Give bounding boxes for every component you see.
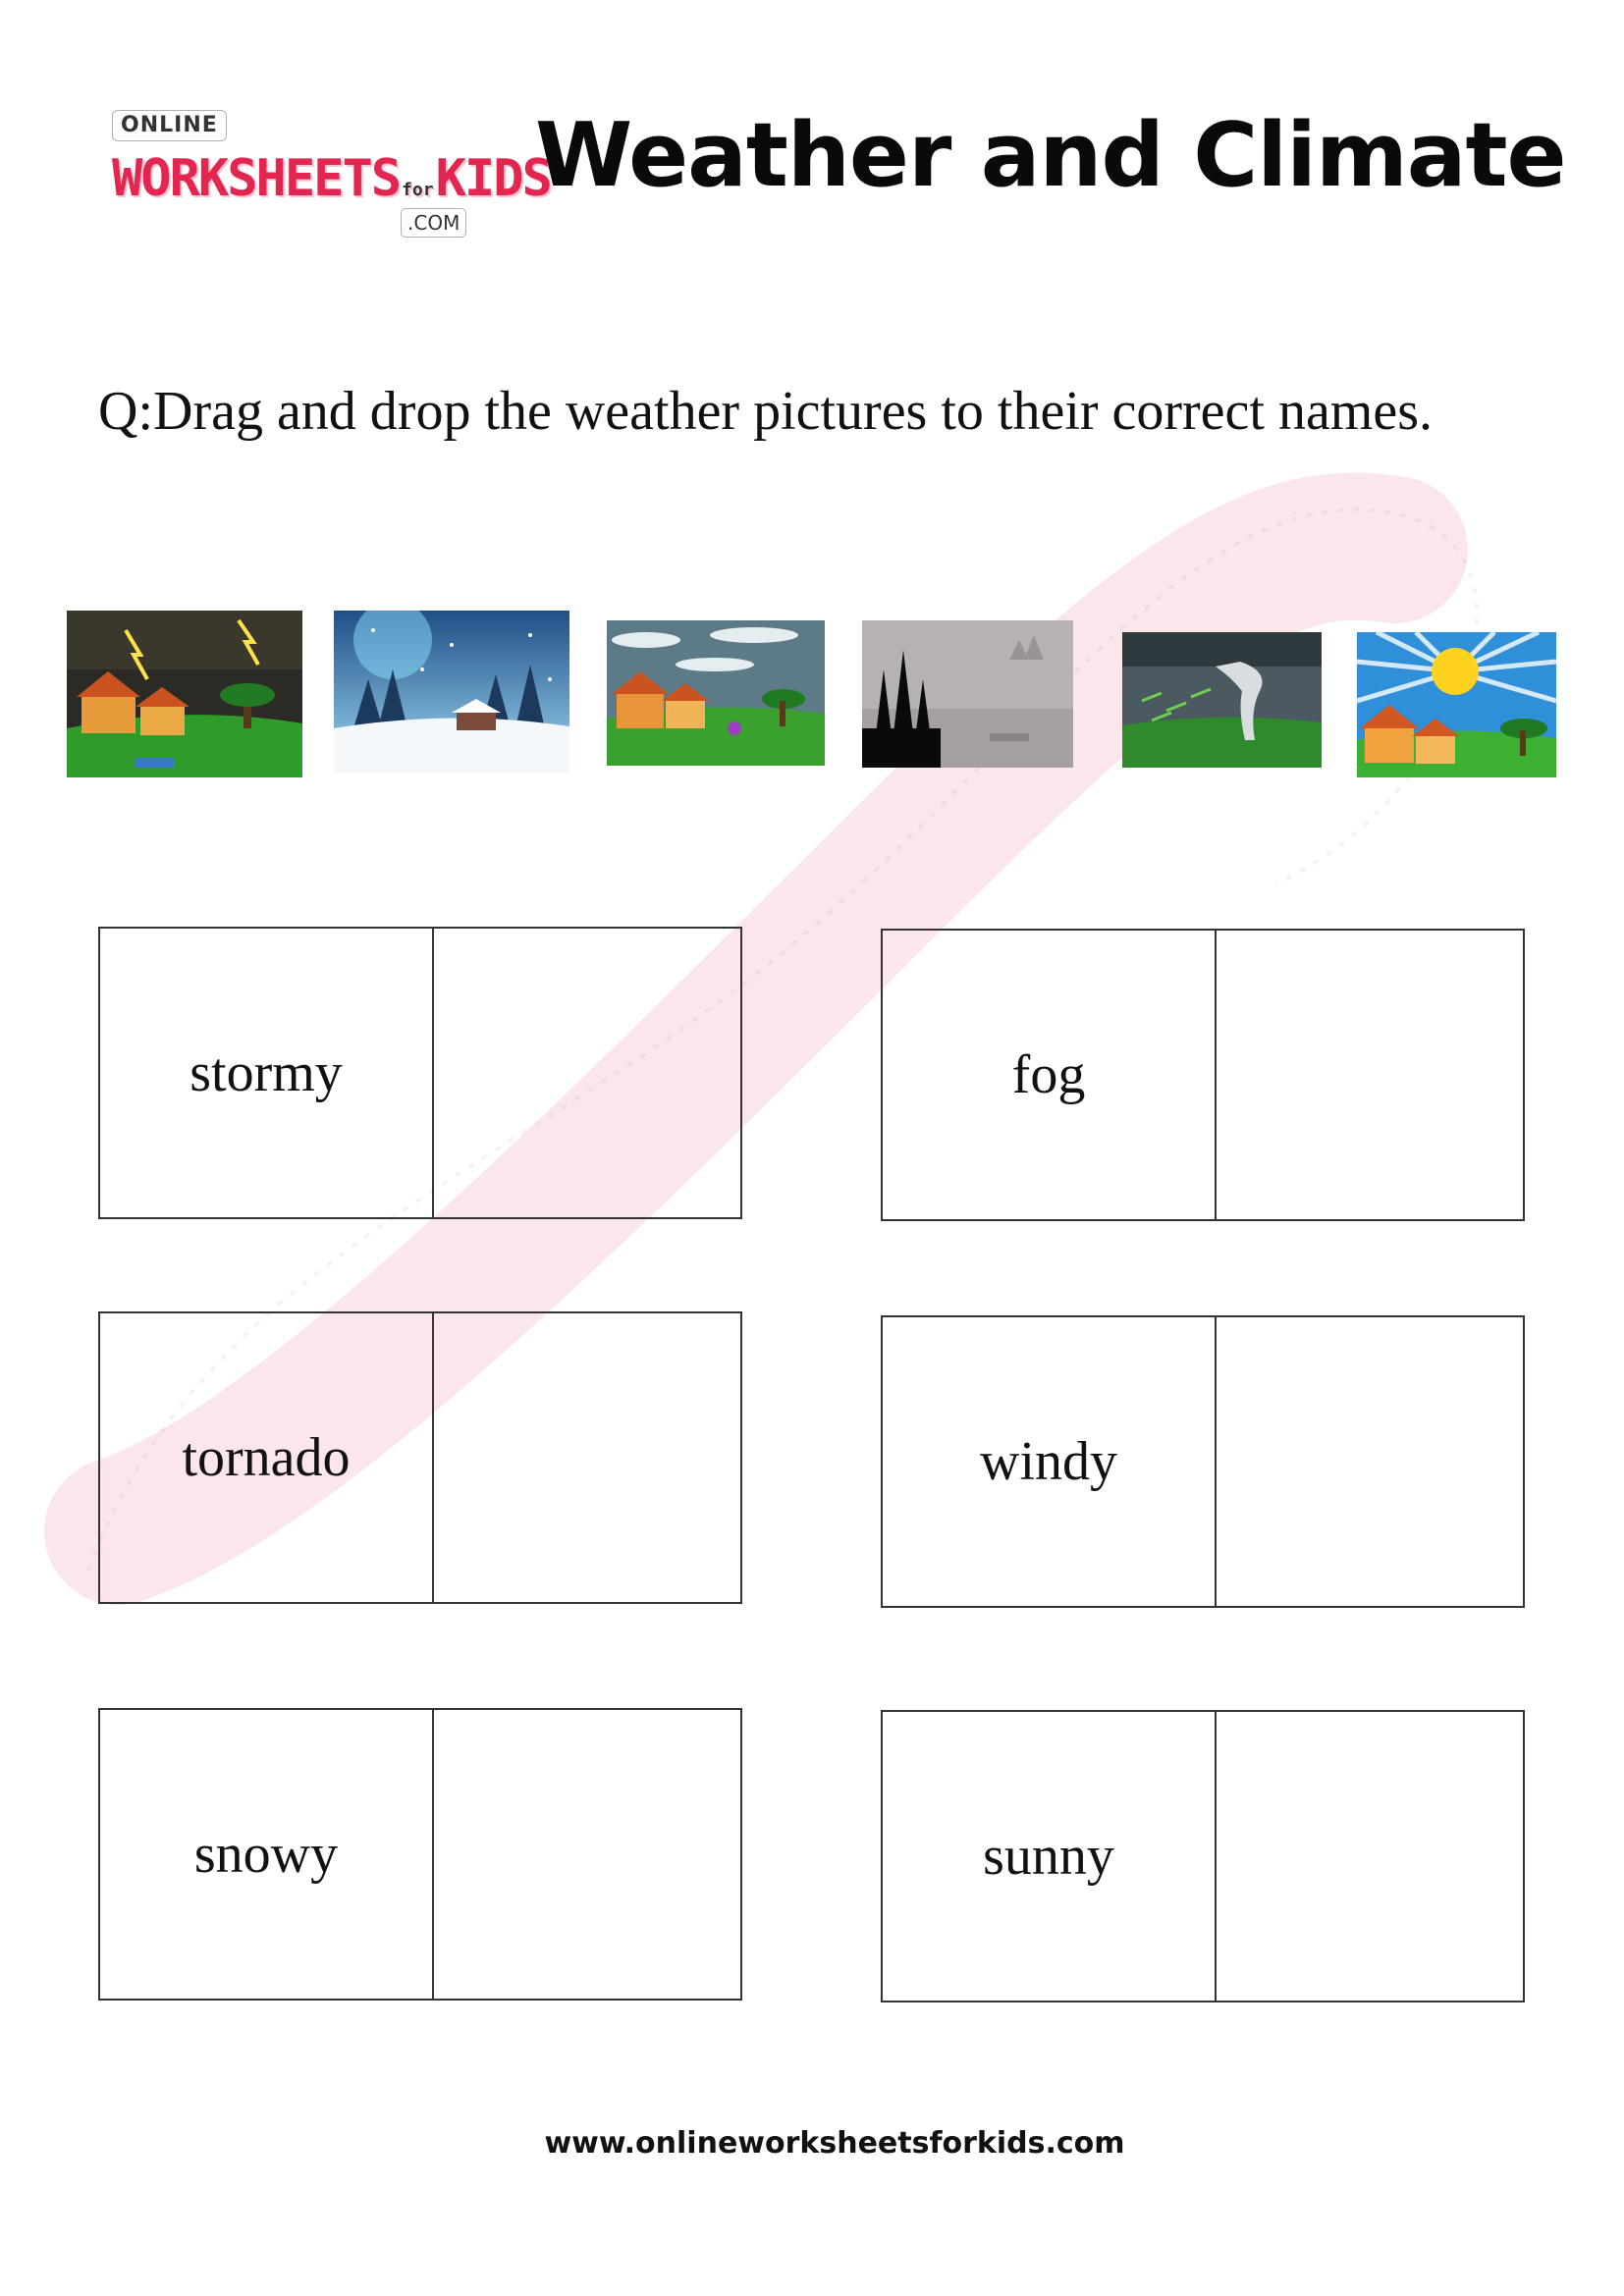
snowy-picture-icon [334,611,569,773]
tornado-picture[interactable] [1122,632,1322,768]
windy-house-picture[interactable] [607,620,825,766]
stormy-picture-icon [67,611,302,777]
windy-picture-icon [607,620,825,766]
logo-wordmark [112,149,551,208]
logo-word-worksheets: WORKSHEETS [112,149,401,208]
logo-word-kids: KIDS [435,149,551,208]
sunny-house-picture[interactable] [1357,632,1556,777]
weather-label: tornado [100,1313,434,1602]
logo-online-badge: ONLINE [112,110,227,141]
sunny-picture-icon [1357,632,1556,777]
match-box-tornado [98,1311,742,1604]
footer-url[interactable]: www.onlineworksheetsforkids.com [544,2126,1125,2161]
match-box-windy [881,1315,1525,1608]
weather-label: fog [883,931,1217,1219]
page-title: Weather and Climate [535,104,1566,207]
drop-zone[interactable] [434,1313,740,1602]
drop-zone[interactable] [1217,931,1523,1219]
site-logo [106,106,551,243]
drop-zone[interactable] [434,929,740,1217]
drop-zone[interactable] [1217,1317,1523,1606]
match-box-fog [881,929,1525,1221]
weather-label: stormy [100,929,434,1217]
weather-label: snowy [100,1710,434,1999]
foggy-picture-icon [862,620,1073,768]
logo-com-badge: .COM [401,208,466,238]
question-text: Q:Drag and drop the weather pictures to their correct names. [98,381,1434,442]
match-box-sunny [881,1710,1525,2002]
match-box-snowy [98,1708,742,2001]
weather-label: windy [883,1317,1217,1606]
foggy-trees-picture[interactable] [862,620,1073,768]
drop-zone[interactable] [434,1710,740,1999]
drop-zone[interactable] [1217,1712,1523,2001]
stormy-house-picture[interactable] [67,611,302,777]
logo-word-for: for [402,180,434,200]
match-box-stormy [98,927,742,1219]
weather-label: sunny [883,1712,1217,2001]
tornado-picture-icon [1122,632,1322,768]
snowy-forest-picture[interactable] [334,611,569,773]
